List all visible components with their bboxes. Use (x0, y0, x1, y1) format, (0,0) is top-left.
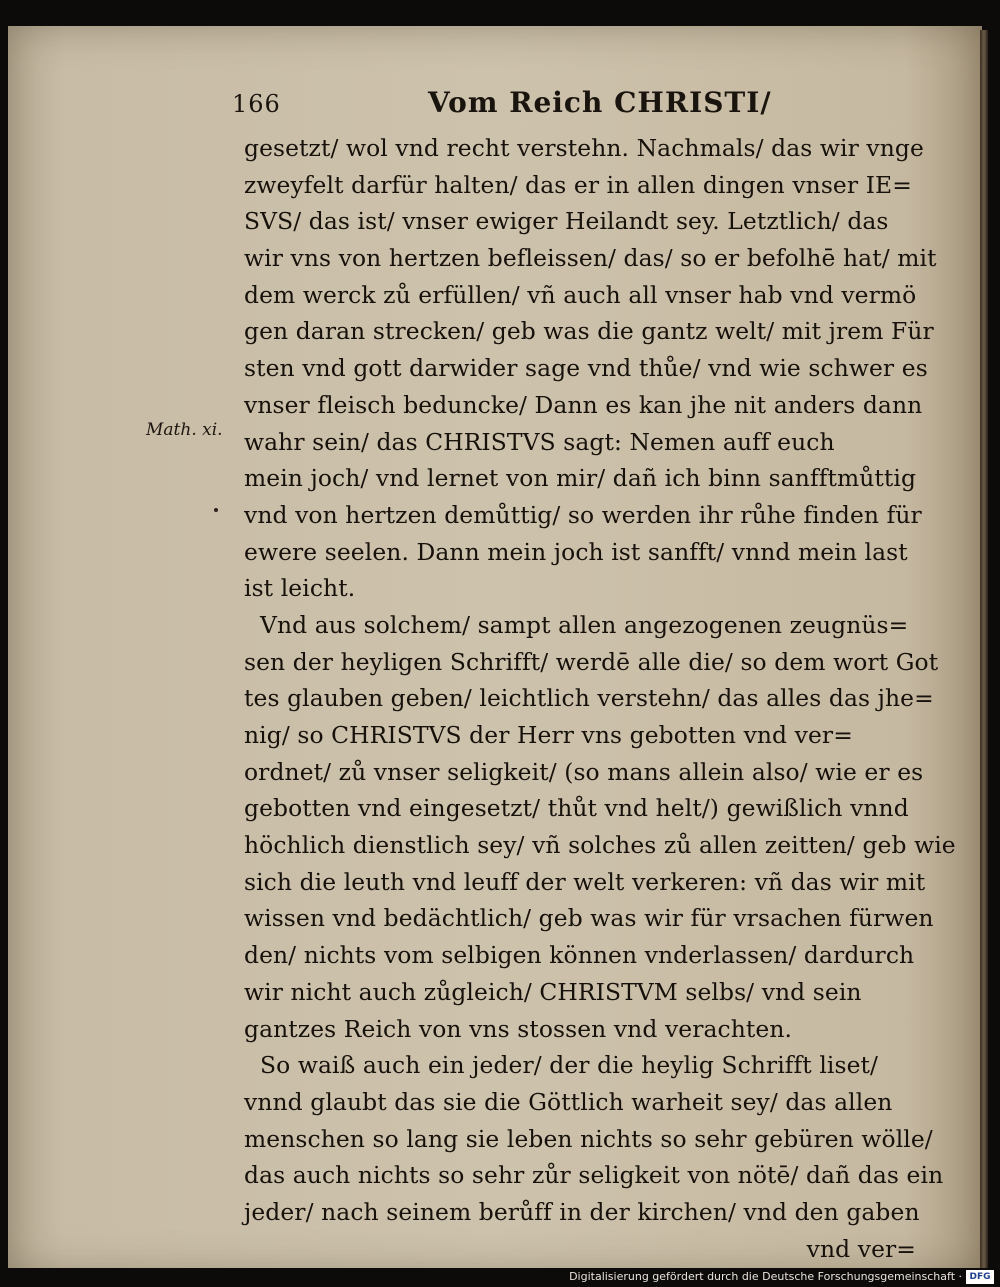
text-line: sich die leuth vnd leuff der welt verkeren: vñ das wir mit (244, 867, 926, 896)
text-line: das auch nichts so sehr zůr seligkeit von nötē/ dañ das ein (244, 1161, 944, 1190)
text-line: gebotten vnd eingesetzt/ thůt vnd helt/) gewißlich vnnd (244, 794, 909, 823)
text-line: dem werck zů erfüllen/ vñ auch all vnser hab vnd vermö (244, 280, 917, 309)
funding-credit: Digitalisierung gefördert durch die Deutsche Forschungsgemeinschaft · (569, 1270, 962, 1283)
margin-note: Math. xi. (146, 420, 223, 440)
text-line: sten vnd gott darwider sage vnd thůe/ vnd wie schwer es (244, 354, 928, 383)
text-line: vnnd glaubt das sie die Göttlich warheit sey/ das allen (244, 1087, 893, 1116)
footer-bar (0, 1268, 1000, 1287)
paragraph-start-line: So waiß auch ein jeder/ der die heylig Schrifft liset/ (260, 1051, 879, 1080)
text-line: wir nicht auch zůgleich/ CHRISTVM selbs/ vnd sein (244, 977, 862, 1006)
text-line: zweyfelt darfür halten/ das er in allen dingen vnser IE= (244, 170, 912, 199)
text-line: vnser fleisch beduncke/ Dann es kan jhe nit anders dann (244, 390, 923, 419)
text-line: menschen so lang sie leben nichts so sehr gebüren wölle/ (244, 1124, 933, 1153)
text-line: wahr sein/ das CHRISTVS sagt: Nemen auff euch (244, 427, 835, 456)
text-line: höchlich dienstlich sey/ vñ solches zů allen zeitten/ geb wie (244, 831, 956, 860)
text-line: jeder/ nach seinem berůff in der kirchen/ vnd den gaben (244, 1197, 920, 1226)
catchword: vnd ver= (806, 1234, 916, 1263)
text-line: gen daran strecken/ geb was die gantz welt/ mit jrem Für (244, 317, 934, 346)
stray-ink-mark (214, 508, 218, 512)
paragraph-start-line: Vnd aus solchem/ sampt allen angezogenen zeugnüs= (260, 610, 909, 639)
dfg-logo: DFG (966, 1270, 994, 1284)
text-line: sen der heyligen Schrifft/ werdē alle die/ so dem wort Got (244, 647, 939, 676)
text-line: wissen vnd bedächtlich/ geb was wir für vrsachen fürwen (244, 904, 934, 933)
page-header (232, 86, 772, 126)
text-line: mein joch/ vnd lernet von mir/ dañ ich binn sanfftmůttig (244, 464, 917, 493)
text-line: ist leicht. (244, 574, 356, 603)
body-text (244, 130, 956, 1267)
running-head: Vom Reich CHRISTI/ (428, 86, 772, 119)
text-line: vnd von hertzen demůttig/ so werden ihr růhe finden für (244, 500, 922, 529)
text-line: gesetzt/ wol vnd recht verstehn. Nachmals/ das wir vnge (244, 134, 924, 162)
page-number: 166 (232, 90, 281, 118)
text-line: ordnet/ zů vnser seligkeit/ (so mans allein also/ wie er es (244, 757, 924, 786)
text-line: nig/ so CHRISTVS der Herr vns gebotten vnd ver= (244, 721, 853, 749)
text-line: SVS/ das ist/ vnser ewiger Heilandt sey. Letztlich/ das (244, 207, 889, 236)
text-line: tes glauben geben/ leichtlich verstehn/ das alles das jhe= (244, 684, 934, 713)
text-line: den/ nichts vom selbigen können vnderlassen/ dardurch (244, 941, 915, 970)
text-line: wir vns von hertzen befleissen/ das/ so er befolhē hat/ mit (244, 244, 937, 273)
text-line: ewere seelen. Dann mein joch ist sanfft/ vnnd mein last (244, 537, 908, 566)
text-line: gantzes Reich von vns stossen vnd verachten. (244, 1014, 793, 1043)
page-edge (980, 30, 988, 1270)
